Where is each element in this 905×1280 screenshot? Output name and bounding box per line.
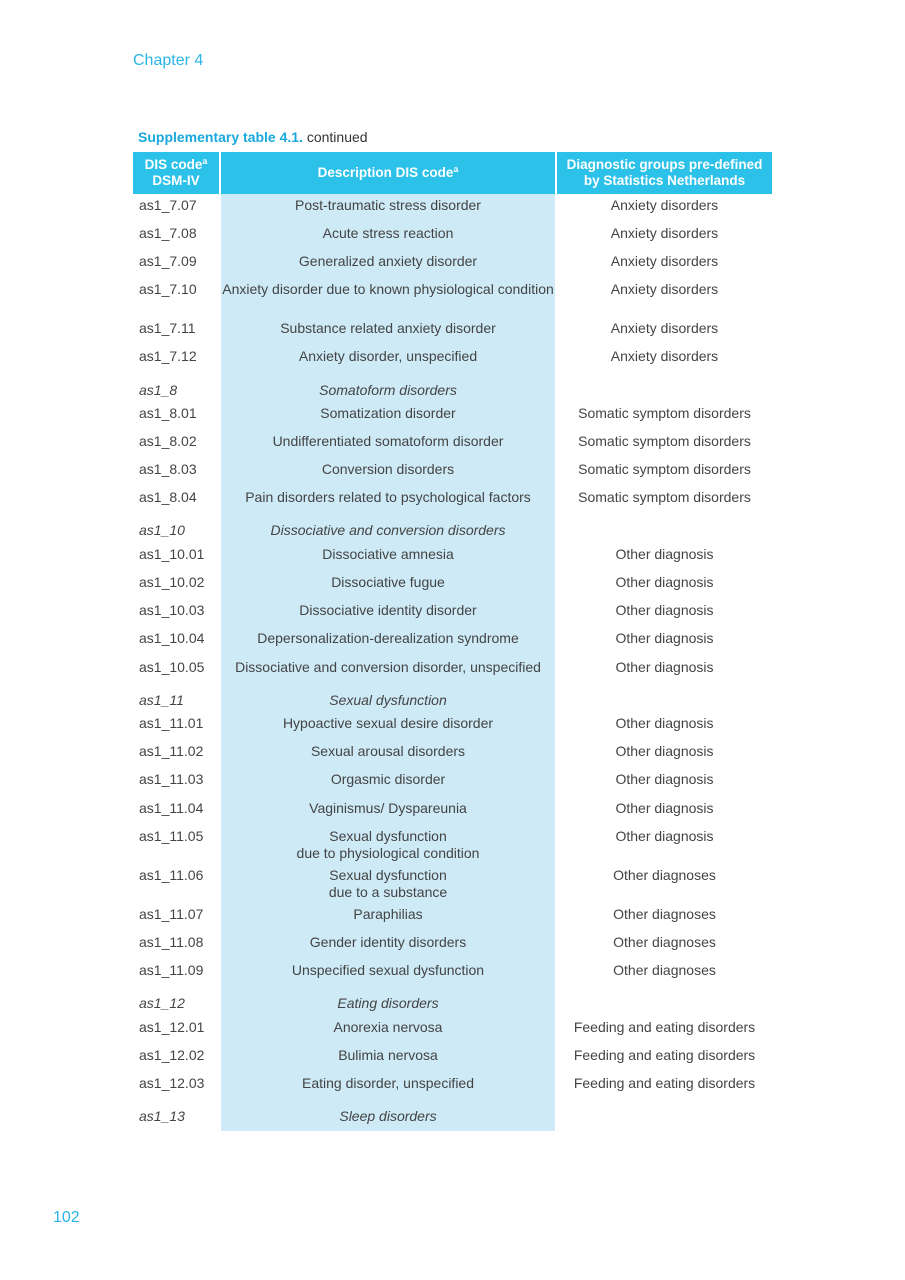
chapter-heading: Chapter 4 [133,52,204,69]
diagnostic-group-cell: Anxiety disorders [610,348,719,364]
dis-code-cell: as1_10.04 [139,630,205,646]
dis-code-cell: as1_12.02 [139,1047,205,1063]
description-cell: Dissociative amnesia [322,546,454,562]
diagnostic-group-cell: Feeding and eating disorders [573,1075,756,1091]
dis-code-cell: as1_11 [139,692,184,708]
dis-code-cell: as1_8.04 [139,489,197,505]
description-cell: Orgasmic disorder [330,771,446,787]
diagnostic-group-cell: Other diagnosis [615,574,714,590]
caption-text: continued [302,129,368,145]
description-cell: Undifferentiated somatoform disorder [272,433,504,449]
description-cell: Acute stress reaction [322,225,454,241]
description-cell: Vaginismus/ Dyspareunia [309,800,467,816]
description-cell: Gender identity disorders [309,934,467,950]
description-cell: Sexual arousal disorders [310,743,466,759]
diagnostic-group-cell: Other diagnoses [613,906,716,922]
dis-code-cell: as1_7.10 [139,281,197,297]
dis-code-cell: as1_7.12 [139,348,197,364]
diagnostic-group-cell: Anxiety disorders [610,197,719,213]
description-cell: Conversion disorders [321,461,455,477]
dis-code-cell: as1_11.03 [139,771,204,787]
diagnostic-group-cell: Anxiety disorders [610,320,719,336]
diagnostic-group-cell: Somatic symptom disorders [578,461,751,477]
dis-code-cell: as1_8.01 [139,405,197,421]
diagnostic-group-cell: Other diagnosis [615,715,714,731]
diagnostic-group-cell: Other diagnosis [615,630,714,646]
description-cell: Depersonalization-derealization syndrome [257,630,519,646]
diagnostic-group-cell: Other diagnoses [613,962,716,978]
description-cell: Eating disorders [337,995,439,1011]
description-cell: Anxiety disorder, unspecified [298,348,478,364]
diagnostic-group-cell: Feeding and eating disorders [573,1019,756,1035]
dis-code-cell: as1_8 [139,382,178,398]
description-cell: Bulimia nervosa [338,1047,438,1063]
dis-code-cell: as1_7.08 [139,225,197,241]
table-header [133,152,772,194]
dis-code-cell: as1_12 [139,995,185,1011]
dis-code-cell: as1_13 [139,1108,185,1124]
dis-code-cell: as1_11.05 [139,828,204,844]
dis-code-cell: as1_11.07 [139,906,204,922]
description-cell: Post-traumatic stress disorder [295,197,481,213]
table-caption [138,129,368,145]
diagnostic-group-cell: Somatic symptom disorders [578,433,751,449]
diagnostic-group-cell: Other diagnosis [615,659,714,675]
dis-code-cell: as1_12.03 [139,1075,205,1091]
description-cell: Sleep disorders [339,1108,437,1124]
header-diagnostic-groups: Diagnostic groups pre-defined by Statistics Netherlands [566,157,763,188]
diagnostic-group-cell: Anxiety disorders [610,253,719,269]
description-cell: Anxiety disorder due to known physiological condition [222,281,554,297]
diagnostic-group-cell: Somatic symptom disorders [578,405,751,421]
diagnostic-group-cell: Somatic symptom disorders [578,489,751,505]
description-cell: Pain disorders related to psychological factors [245,489,531,505]
dis-code-cell: as1_11.04 [139,800,204,816]
diagnostic-group-cell: Other diagnosis [615,602,714,618]
diagnostic-group-cell: Other diagnoses [613,867,716,883]
dis-code-cell: as1_11.06 [139,867,204,883]
dis-code-cell: as1_8.03 [139,461,197,477]
supplementary-table [133,152,772,1124]
diagnostic-group-cell: Other diagnoses [613,934,716,950]
description-cell: Anorexia nervosa [333,1019,443,1035]
dis-code-cell: as1_10.05 [139,659,205,675]
description-cell: Dissociative and conversion disorders [270,522,506,538]
diagnostic-group-cell: Anxiety disorders [610,225,719,241]
description-cell: Somatoform disorders [319,382,457,398]
caption-label: Supplementary table 4.1. [138,129,303,145]
header-dis-code: DIS codeª DSM-IV [144,157,208,188]
description-cell: Paraphilias [353,906,423,922]
diagnostic-group-cell: Feeding and eating disorders [573,1047,756,1063]
dis-code-cell: as1_10.03 [139,602,205,618]
page-number: 102 [53,1209,80,1226]
dis-code-cell: as1_11.02 [139,743,204,759]
description-cell: Dissociative fugue [331,574,445,590]
dis-code-cell: as1_11.01 [139,715,204,731]
dis-code-cell: as1_11.09 [139,962,204,978]
description-cell: Substance related anxiety disorder [280,320,496,336]
description-cell: Sexual dysfunction due to a substance [328,867,448,900]
description-cell: Hypoactive sexual desire disorder [282,715,494,731]
description-cell: Generalized anxiety disorder [298,253,478,269]
diagnostic-group-cell: Other diagnosis [615,800,714,816]
diagnostic-group-cell: Anxiety disorders [610,281,719,297]
dis-code-cell: as1_11.08 [139,934,204,950]
description-cell: Dissociative identity disorder [299,602,477,618]
description-cell: Sexual dysfunction due to physiological condition [296,828,480,861]
description-cell: Dissociative and conversion disorder, unspecified [235,659,541,675]
description-cell: Somatization disorder [320,405,456,421]
dis-code-cell: as1_7.11 [139,320,196,336]
diagnostic-group-cell: Other diagnosis [615,743,714,759]
dis-code-cell: as1_10 [139,522,185,538]
diagnostic-group-cell: Other diagnosis [615,546,714,562]
description-cell: Eating disorder, unspecified [302,1075,474,1091]
dis-code-cell: as1_12.01 [139,1019,205,1035]
diagnostic-group-cell: Other diagnosis [615,828,714,844]
header-description: Description DIS codeª [317,165,459,180]
diagnostic-group-cell: Other diagnosis [615,771,714,787]
dis-code-cell: as1_7.09 [139,253,197,269]
description-cell: Unspecified sexual dysfunction [291,962,485,978]
dis-code-cell: as1_10.02 [139,574,205,590]
dis-code-cell: as1_8.02 [139,433,197,449]
description-cell: Sexual dysfunction [329,692,447,708]
dis-code-cell: as1_7.07 [139,197,197,213]
dis-code-cell: as1_10.01 [139,546,205,562]
